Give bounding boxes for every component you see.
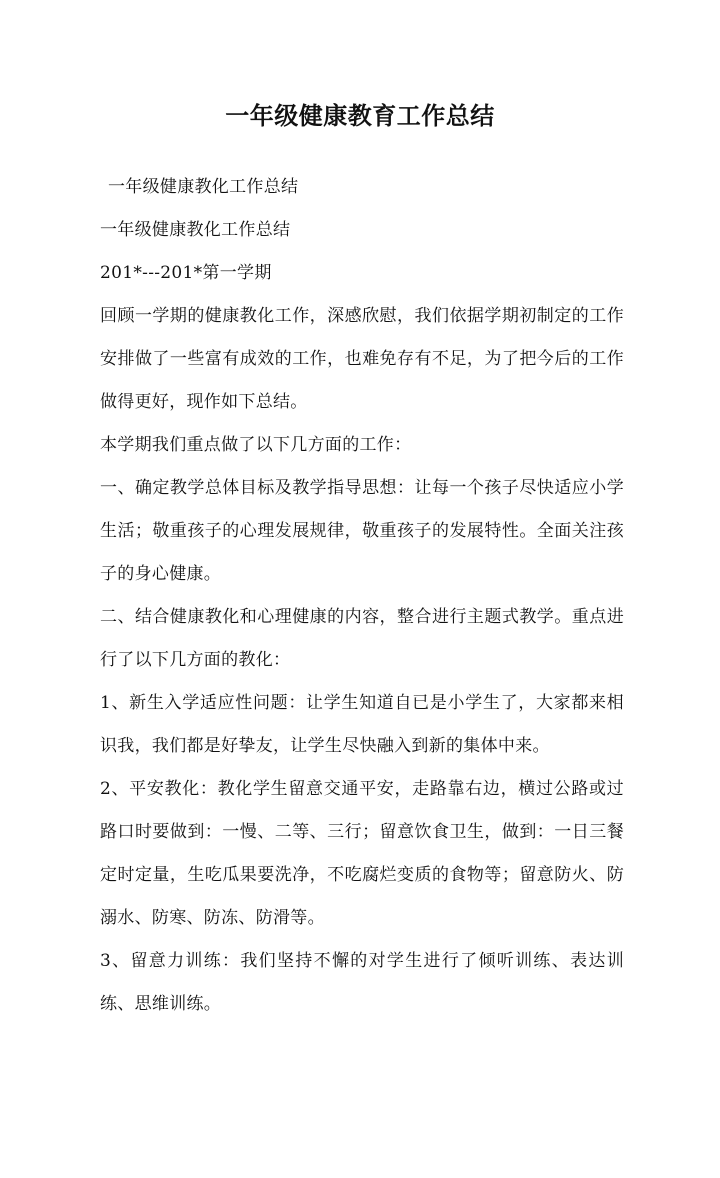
- document-body: [100, 166, 624, 1026]
- paragraph-item-2: 二、结合健康教化和心理健康的内容，整合进行主题式教学。重点进行了以下几方面的教化：: [100, 607, 624, 670]
- paragraph-heading: 一年级健康教化工作总结: [100, 220, 291, 240]
- paragraph-item-1: 一、确定教学总体目标及教学指导思想：让每一个孩子尽快适应小学生活；敬重孩子的心理发展规律，敬重孩子的发展特性。全面关注孩子的身心健康。: [100, 478, 624, 584]
- paragraph-point-1: 1、新生入学适应性问题：让学生知道自已是小学生了，大家都来相识我，我们都是好挚友，让学生尽快融入到新的集体中来。: [100, 693, 624, 756]
- paragraph-subtitle: 一年级健康教化工作总结: [108, 177, 299, 197]
- paragraph-lead: 本学期我们重点做了以下几方面的工作：: [100, 435, 412, 455]
- document-title: 一年级健康教育工作总结: [225, 102, 495, 130]
- paragraph-intro: 回顾一学期的健康教化工作，深感欣慰，我们依据学期初制定的工作安排做了一些富有成效的工作，也难免存有不足，为了把今后的工作做得更好，现作如下总结。: [100, 306, 624, 412]
- paragraph-point-2: 2、平安教化：教化学生留意交通平安，走路靠右边，横过公路或过路口时要做到：一慢、二等、三行；留意饮食卫生，做到：一日三餐定时定量，生吃瓜果要洗净，不吃腐烂变质的食物等；留意防火、防溺水、防寒、防冻、防滑等。: [100, 779, 624, 928]
- paragraph-point-3: 3、留意力训练：我们坚持不懈的对学生进行了倾听训练、表达训练、思维训练。: [100, 951, 624, 1014]
- paragraph-term: 201*---201*第一学期: [100, 263, 272, 283]
